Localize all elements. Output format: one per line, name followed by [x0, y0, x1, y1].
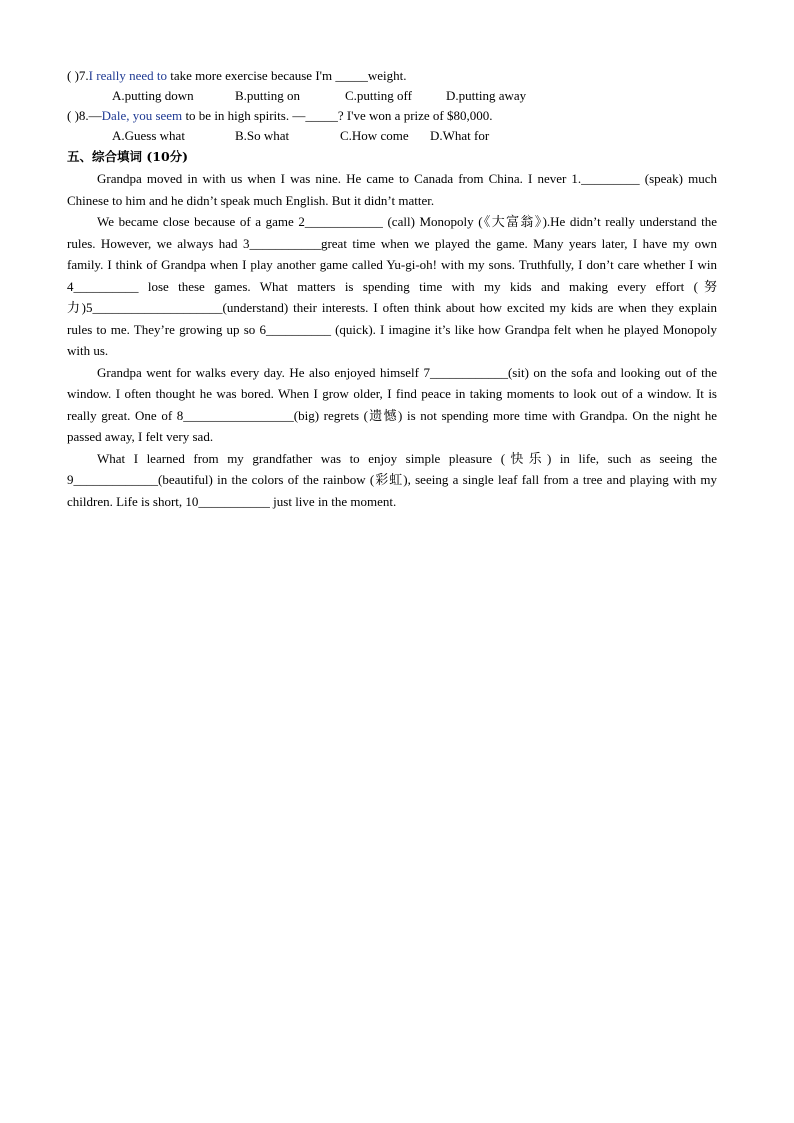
question-7: [67, 66, 717, 86]
option-d: D.What for: [430, 128, 490, 143]
worksheet-page: [67, 66, 717, 512]
question-7-stem: take more exercise because I'm _____weight.: [167, 68, 407, 83]
option-a: A.putting down: [112, 88, 194, 103]
question-8-highlight: Dale, you seem: [101, 108, 183, 123]
question-7-number: ( )7.: [67, 68, 89, 83]
option-d: D.putting away: [446, 88, 527, 103]
question-8-number: ( )8.—: [67, 108, 102, 123]
option-c: C.putting off: [345, 88, 412, 103]
option-c: C.How come: [340, 128, 409, 143]
section-heading: 五、综合填词 (10分): [67, 149, 189, 164]
option-a: A.Guess what: [112, 128, 185, 143]
question-8-stem: to be in high spirits. —_____? I've won a prize of $80,000.: [182, 108, 493, 123]
paragraph-4: What I learned from my grandfather was to enjoy simple pleasure (快乐) in life, such as seeing the 9_____________(beautiful) in the colors of the rainbow (彩虹), seeing a single leaf fall from a tree and playing with my children. Life is short, 10___________ just live in the moment.: [67, 450, 717, 509]
paragraph-3: Grandpa went for walks every day. He also enjoyed himself 7____________(sit) on the sofa and looking out of the window. I often thought he was bored. When I grow older, I find peace in taking moments to look out of a window. It is really great. One of 8_________________(big) regrets (遗憾) is not spending more time with Grandpa. On the night he passed away, I felt very sad.: [67, 364, 717, 444]
question-8: [67, 106, 717, 126]
option-b: B.So what: [235, 128, 290, 143]
question-7-highlight: I really need to: [88, 68, 167, 83]
option-b: B.putting on: [235, 88, 301, 103]
question-7-options: [67, 86, 717, 106]
paragraph-1: Grandpa moved in with us when I was nine. He came to Canada from China. I never 1._________ (speak) much Chinese to him and he didn’t speak much English. But it didn’t matter.: [67, 171, 717, 208]
paragraph-2: We became close because of a game 2____________ (call) Monopoly (《大富翁》).He didn’t really understand the rules. However, we always had 3___________great time when we played the game. Many years later, I have my own family. I think of Grandpa when I play another game called Yu-gi-oh! with my sons. Truthfully, I don’t care whether I win 4__________ lose these games. What matters is spending time with my kids and making every effort (努力)5____________________(understand) their interests. I often think about how excited my kids are when they explain rules to me. They’re growing up so 6__________ (quick). I imagine it’s like how Grandpa felt when he played Monopoly with us.: [67, 214, 717, 358]
question-8-options: [67, 126, 717, 146]
